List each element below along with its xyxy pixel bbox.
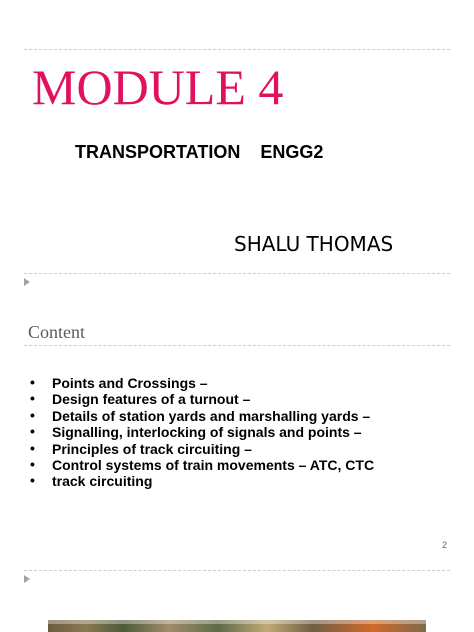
list-item: • Design features of a turnout – bbox=[30, 391, 450, 407]
content-list bbox=[30, 375, 450, 490]
content-heading: Content bbox=[28, 322, 85, 342]
list-item: • track circuiting bbox=[30, 473, 450, 489]
module-title: MODULE 4 bbox=[32, 59, 284, 115]
list-item: • Control systems of train movements – ATC, CTC bbox=[30, 457, 450, 473]
next-slide-arrow-icon[interactable] bbox=[24, 575, 30, 583]
course-subtitle: TRANSPORTATION ENGG2 bbox=[75, 142, 324, 162]
heading-divider bbox=[24, 345, 450, 346]
railway-photo bbox=[48, 620, 426, 632]
list-item: • Details of station yards and marshalling yards – bbox=[30, 408, 450, 424]
list-item: • Principles of track circuiting – bbox=[30, 441, 450, 457]
author-name: SHALU THOMAS bbox=[234, 232, 394, 256]
slide-2-bottom-divider bbox=[24, 570, 450, 571]
slide-top-divider bbox=[24, 49, 450, 50]
page-number: 2 bbox=[441, 540, 447, 550]
slide-bottom-divider bbox=[24, 273, 450, 274]
next-slide-arrow-icon[interactable] bbox=[24, 278, 30, 286]
list-item: • Points and Crossings – bbox=[30, 375, 450, 391]
list-item: • Signalling, interlocking of signals and points – bbox=[30, 424, 450, 440]
